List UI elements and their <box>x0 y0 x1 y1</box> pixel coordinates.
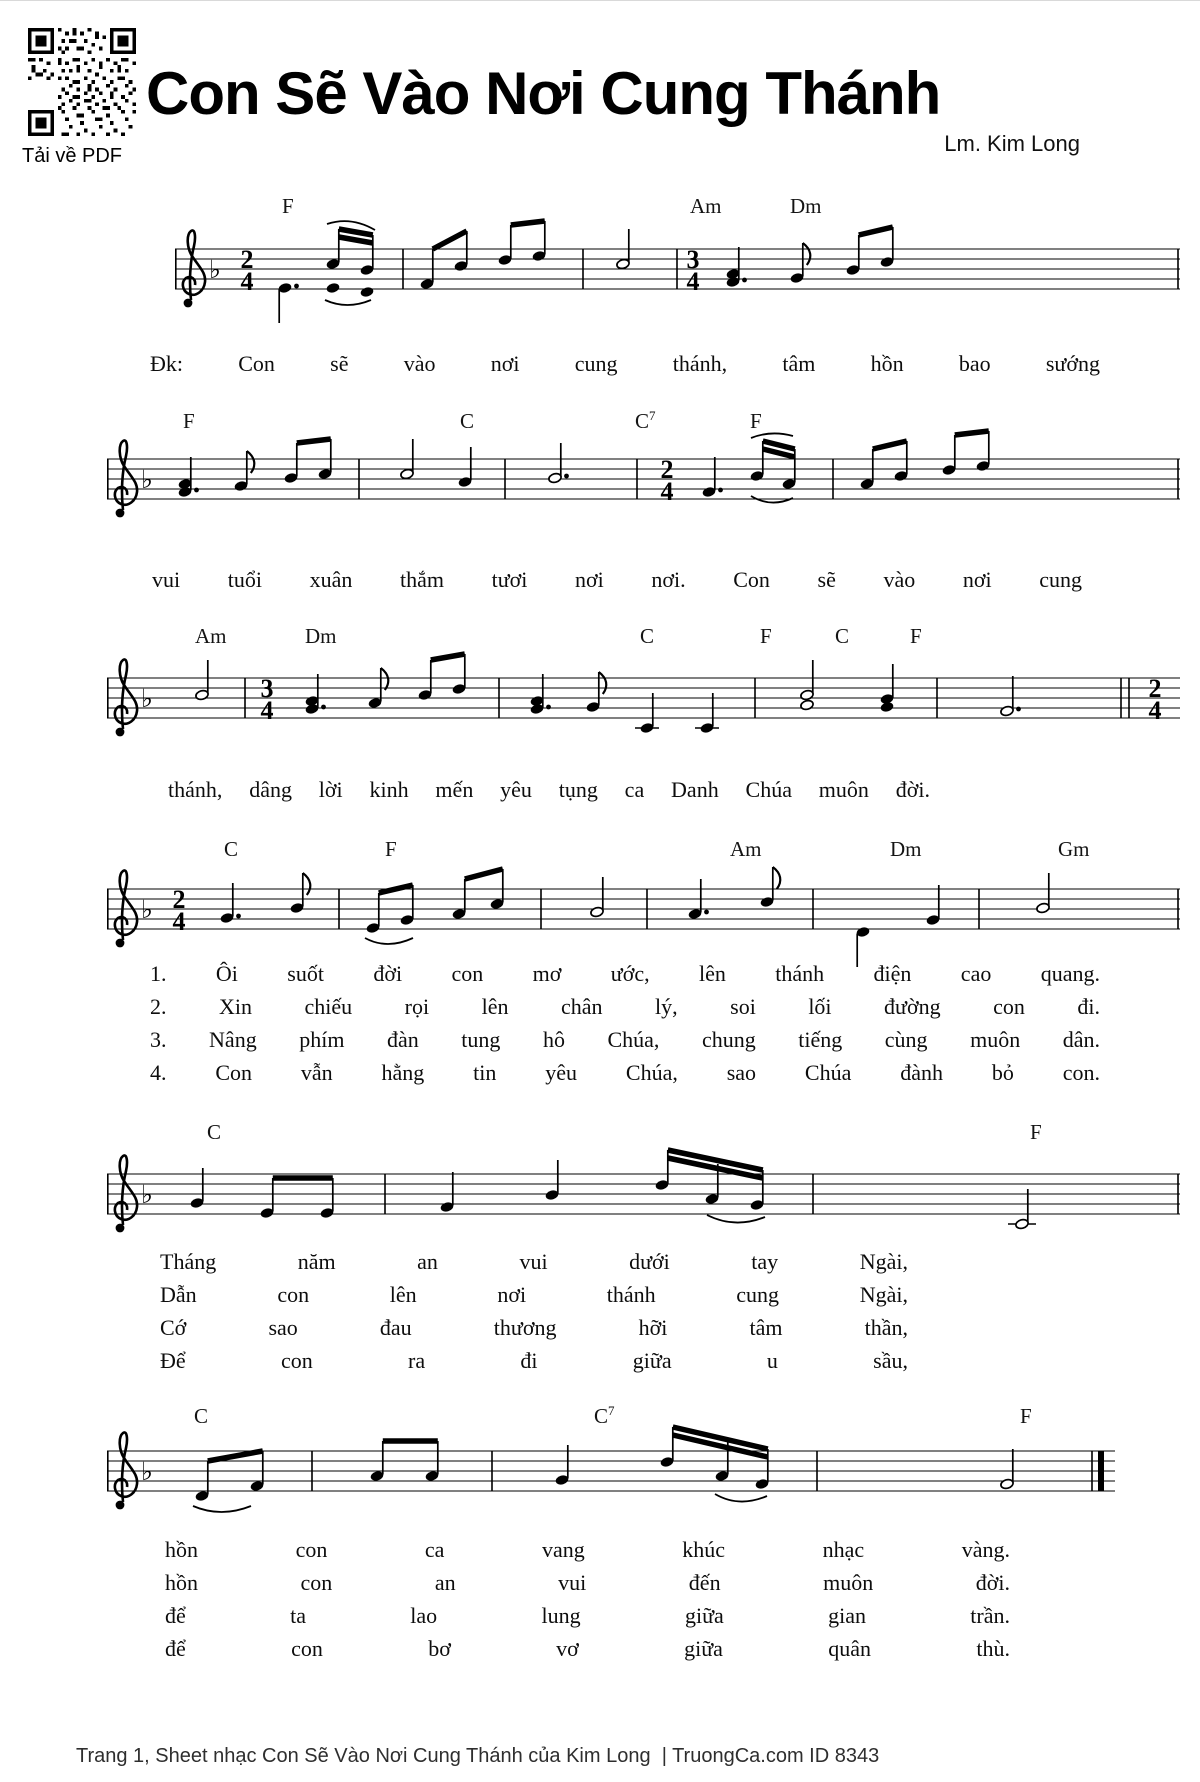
chord-label: $C^7$ <box>594 1403 615 1428</box>
time-signature: 4 <box>240 267 254 296</box>
composer-credit: Lm. Kim Long <box>944 131 1080 156</box>
lyric-line: thánh, dâng lời kinh mến yêu tụng ca Danh Chúa muôn đời. <box>168 777 930 802</box>
verse-line: hồn con an vui đến muôn đời. <box>165 1570 1010 1595</box>
chord-label: Dm <box>305 624 337 648</box>
time-signature: 4 <box>660 477 674 506</box>
chord-label: C <box>207 1120 222 1144</box>
verse-line: Dẫn con lên nơi thánh cung Ngài, <box>160 1282 908 1307</box>
staff-notation <box>175 204 1180 339</box>
chord-label: Dm <box>890 837 922 861</box>
chord-label: C <box>460 409 475 433</box>
flat-sign: ♭ <box>141 1457 153 1486</box>
staff-notation <box>107 1129 1180 1264</box>
time-signature: 3 <box>686 245 700 274</box>
chord-label: Dm <box>790 194 822 218</box>
time-signature: 2 <box>660 455 674 484</box>
chord-label: F <box>1030 1120 1042 1144</box>
time-signature: 4 <box>260 696 274 725</box>
verse-line: Để con ra đi giữa u sầu, <box>160 1348 908 1373</box>
time-signature: 2 <box>240 245 254 274</box>
verse-line: 1. Ôi suốt đời con mơ ước, lên thánh điện cao quang. <box>150 961 1100 986</box>
chord-label: Am <box>195 624 227 648</box>
footer-text: Trang 1, Sheet nhạc Con Sẽ Vào Nơi Cung Thánh của Kim Long | TruongCa.com ID 8343 <box>76 1745 880 1767</box>
staff-notation <box>107 844 1180 979</box>
flat-sign: ♭ <box>141 1180 153 1209</box>
staff-notation <box>107 1406 1115 1541</box>
flat-sign: ♭ <box>141 465 153 494</box>
chord-label: F <box>1020 1404 1032 1428</box>
verse-line: 3. Nâng phím đàn tung hô Chúa, chung tiếng cùng muôn dân. <box>150 1027 1100 1052</box>
chord-label: F <box>183 409 195 433</box>
flat-sign: ♭ <box>141 895 153 924</box>
chord-label: Gm <box>1058 837 1090 861</box>
verse-line: hồn con ca vang khúc nhạc vàng. <box>165 1537 1010 1562</box>
lyric-line: Đk: Con sẽ vào nơi cung thánh, tâm hồn bao sướng <box>150 351 1100 376</box>
staff-notation <box>107 414 1180 549</box>
flat-sign: ♭ <box>141 684 153 713</box>
page-title: Con Sẽ Vào Nơi Cung Thánh <box>146 60 941 128</box>
chord-label: $C^7$ <box>635 408 656 433</box>
flat-sign: ♭ <box>209 255 221 284</box>
time-signature: 2 <box>172 885 186 914</box>
lyric-line: vui tuổi xuân thắm tươi nơi nơi. Con sẽ vào nơi cung <box>152 567 1082 592</box>
chord-label: C <box>835 624 850 648</box>
verse-line: để ta lao lung giữa gian trần. <box>165 1603 1010 1628</box>
time-signature: 4 <box>1148 696 1162 725</box>
time-signature: 4 <box>172 907 186 936</box>
chord-label: F <box>282 194 294 218</box>
time-signature: 4 <box>686 267 700 296</box>
chord-label: F <box>760 624 772 648</box>
chord-label: Am <box>730 837 762 861</box>
verse-line: 2. Xin chiếu rọi lên chân lý, soi lối đường con đi. <box>150 994 1100 1019</box>
verse-line: để con bơ vơ giữa quân thù. <box>165 1636 1010 1661</box>
staff-notation <box>107 633 1180 768</box>
download-pdf-link[interactable]: Tải về PDF <box>22 145 123 167</box>
chord-label: F <box>385 837 397 861</box>
verse-line: Tháng năm an vui dưới tay Ngài, <box>160 1249 908 1274</box>
verse-line: Cớ sao đau thương hỡi tâm thần, <box>160 1315 908 1340</box>
chord-label: C <box>224 837 239 861</box>
qr-code[interactable] <box>28 27 136 137</box>
chord-label: F <box>910 624 922 648</box>
time-signature: 3 <box>260 674 274 703</box>
chord-label: Am <box>690 194 722 218</box>
chord-label: C <box>194 1404 209 1428</box>
chord-label: F <box>750 409 762 433</box>
chord-label: C <box>640 624 655 648</box>
time-signature: 2 <box>1148 674 1162 703</box>
verse-line: 4. Con vẫn hằng tin yêu Chúa, sao Chúa đành bỏ con. <box>150 1060 1100 1085</box>
